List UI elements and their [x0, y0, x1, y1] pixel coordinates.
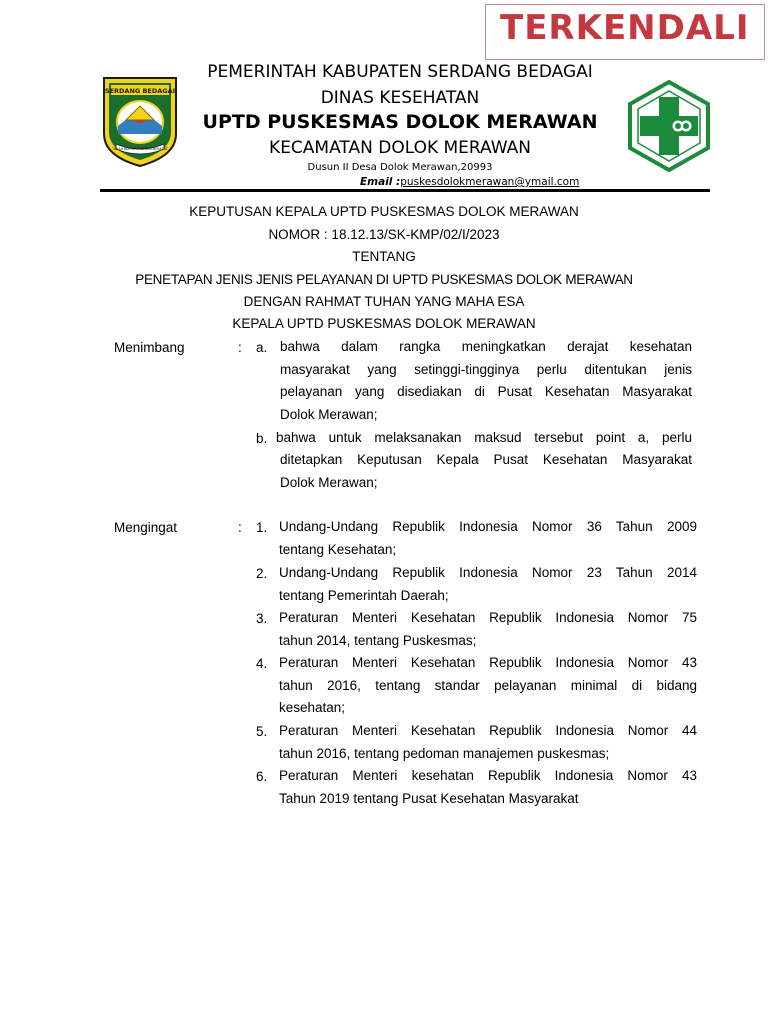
decree-issuer: KEPALA UPTD PUSKESMAS DOLOK MERAWAN	[232, 316, 536, 331]
header-address: Dusun II Desa Dolok Merawan,20993	[307, 162, 493, 173]
mengingat-line: tentang Pemerintah Daerah;	[279, 587, 449, 603]
header-district: KECAMATAN DOLOK MERAWAN	[269, 138, 531, 158]
menimbang-item	[280, 336, 692, 426]
mengingat-item	[279, 607, 697, 652]
mengingat-line: Peraturan Menteri kesehatan Republik Indonesia Nomor 43	[279, 768, 697, 783]
email-link[interactable]: puskesdolokmerawan@ymail.com	[400, 176, 580, 188]
menimbang-line: Dolok Merawan;	[280, 406, 378, 422]
decree-title: KEPUTUSAN KEPALA UPTD PUSKESMAS DOLOK MERAWAN	[189, 204, 579, 219]
mengingat-item	[279, 765, 697, 810]
mengingat-line: tahun 2016, tentang pedoman manajemen puskesmas;	[279, 745, 610, 761]
menimbang-marker: b.	[256, 431, 268, 446]
mengingat-label: Mengingat	[114, 520, 178, 535]
stamp-text: TERKENDALI	[500, 8, 750, 48]
header-institution: UPTD PUSKESMAS DOLOK MERAWAN	[202, 111, 598, 133]
mengingat-line: kesehatan;	[279, 700, 346, 715]
mengingat-item	[279, 562, 697, 607]
mengingat-item	[279, 720, 697, 765]
mengingat-line: Peraturan Menteri Kesehatan Republik Indonesia Nomor 75	[279, 610, 697, 625]
mengingat-line: tahun 2016, tentang standar pelayanan minimal di bidang	[279, 677, 697, 693]
menimbang-line: ditetapkan Keputusan Kepala Pusat Kesehatan Masyarakat	[280, 452, 692, 467]
header-divider	[100, 189, 710, 192]
mengingat-marker: 1.	[256, 520, 268, 535]
mengingat-marker: 2.	[256, 566, 268, 581]
emblem-motto: TANAH BERTUAH NEGERI BERADAT	[112, 147, 168, 151]
menimbang-line: masyarakat yang setinggi-tingginya perlu ditentukan jenis	[280, 361, 692, 377]
header-email-line	[360, 176, 579, 188]
mengingat-line: Peraturan Menteri Kesehatan Republik Indonesia Nomor 44	[279, 723, 697, 738]
mengingat-marker: 3.	[256, 611, 268, 626]
decree-invocation: DENGAN RAHMAT TUHAN YANG MAHA ESA	[243, 294, 525, 309]
menimbang-line: Dolok Merawan;	[280, 474, 378, 490]
menimbang-colon: :	[238, 340, 242, 355]
mengingat-marker: 5.	[256, 724, 268, 739]
mengingat-item	[279, 516, 697, 561]
menimbang-line: pelayanan yang disediakan di Pusat Kesehatan Masyarakat	[280, 384, 692, 399]
emblem-title: SERDANG BEDAGAI	[104, 87, 176, 95]
menimbang-item-cont	[280, 449, 692, 494]
mengingat-line: Tahun 2019 tentang Pusat Kesehatan Masyarakat	[279, 790, 579, 806]
menimbang-line: bahwa untuk melaksanakan maksud tersebut point a, perlu	[276, 430, 692, 445]
mengingat-marker: 4.	[256, 656, 268, 671]
mengingat-marker: 6.	[256, 769, 268, 784]
mengingat-line: tentang Kesehatan;	[279, 541, 397, 557]
decree-about-label: TENTANG	[352, 249, 416, 264]
mengingat-line: Undang-Undang Republik Indonesia Nomor 23 Tahun 2014	[279, 565, 697, 580]
menimbang-item	[276, 427, 692, 450]
decree-subject: PENETAPAN JENIS JENIS PELAYANAN DI UPTD PUSKESMAS DOLOK MERAWAN	[135, 272, 633, 287]
menimbang-line: bahwa dalam rangka meningkatkan derajat kesehatan	[280, 339, 692, 354]
email-label: Email :	[360, 176, 401, 188]
mengingat-item	[279, 652, 697, 720]
mengingat-colon: :	[238, 520, 242, 535]
mengingat-line: Undang-Undang Republik Indonesia Nomor 36 Tahun 2009	[279, 519, 697, 534]
header-government: PEMERINTAH KABUPATEN SERDANG BEDAGAI	[207, 62, 593, 82]
menimbang-marker: a.	[256, 340, 268, 355]
menimbang-label: Menimbang	[114, 340, 185, 355]
decree-number: NOMOR : 18.12.13/SK-KMP/02/I/2023	[268, 227, 500, 242]
header-department: DINAS KESEHATAN	[320, 88, 480, 108]
mengingat-line: tahun 2014, tentang Puskesmas;	[279, 632, 477, 648]
mengingat-line: Peraturan Menteri Kesehatan Republik Indonesia Nomor 43	[279, 655, 697, 670]
